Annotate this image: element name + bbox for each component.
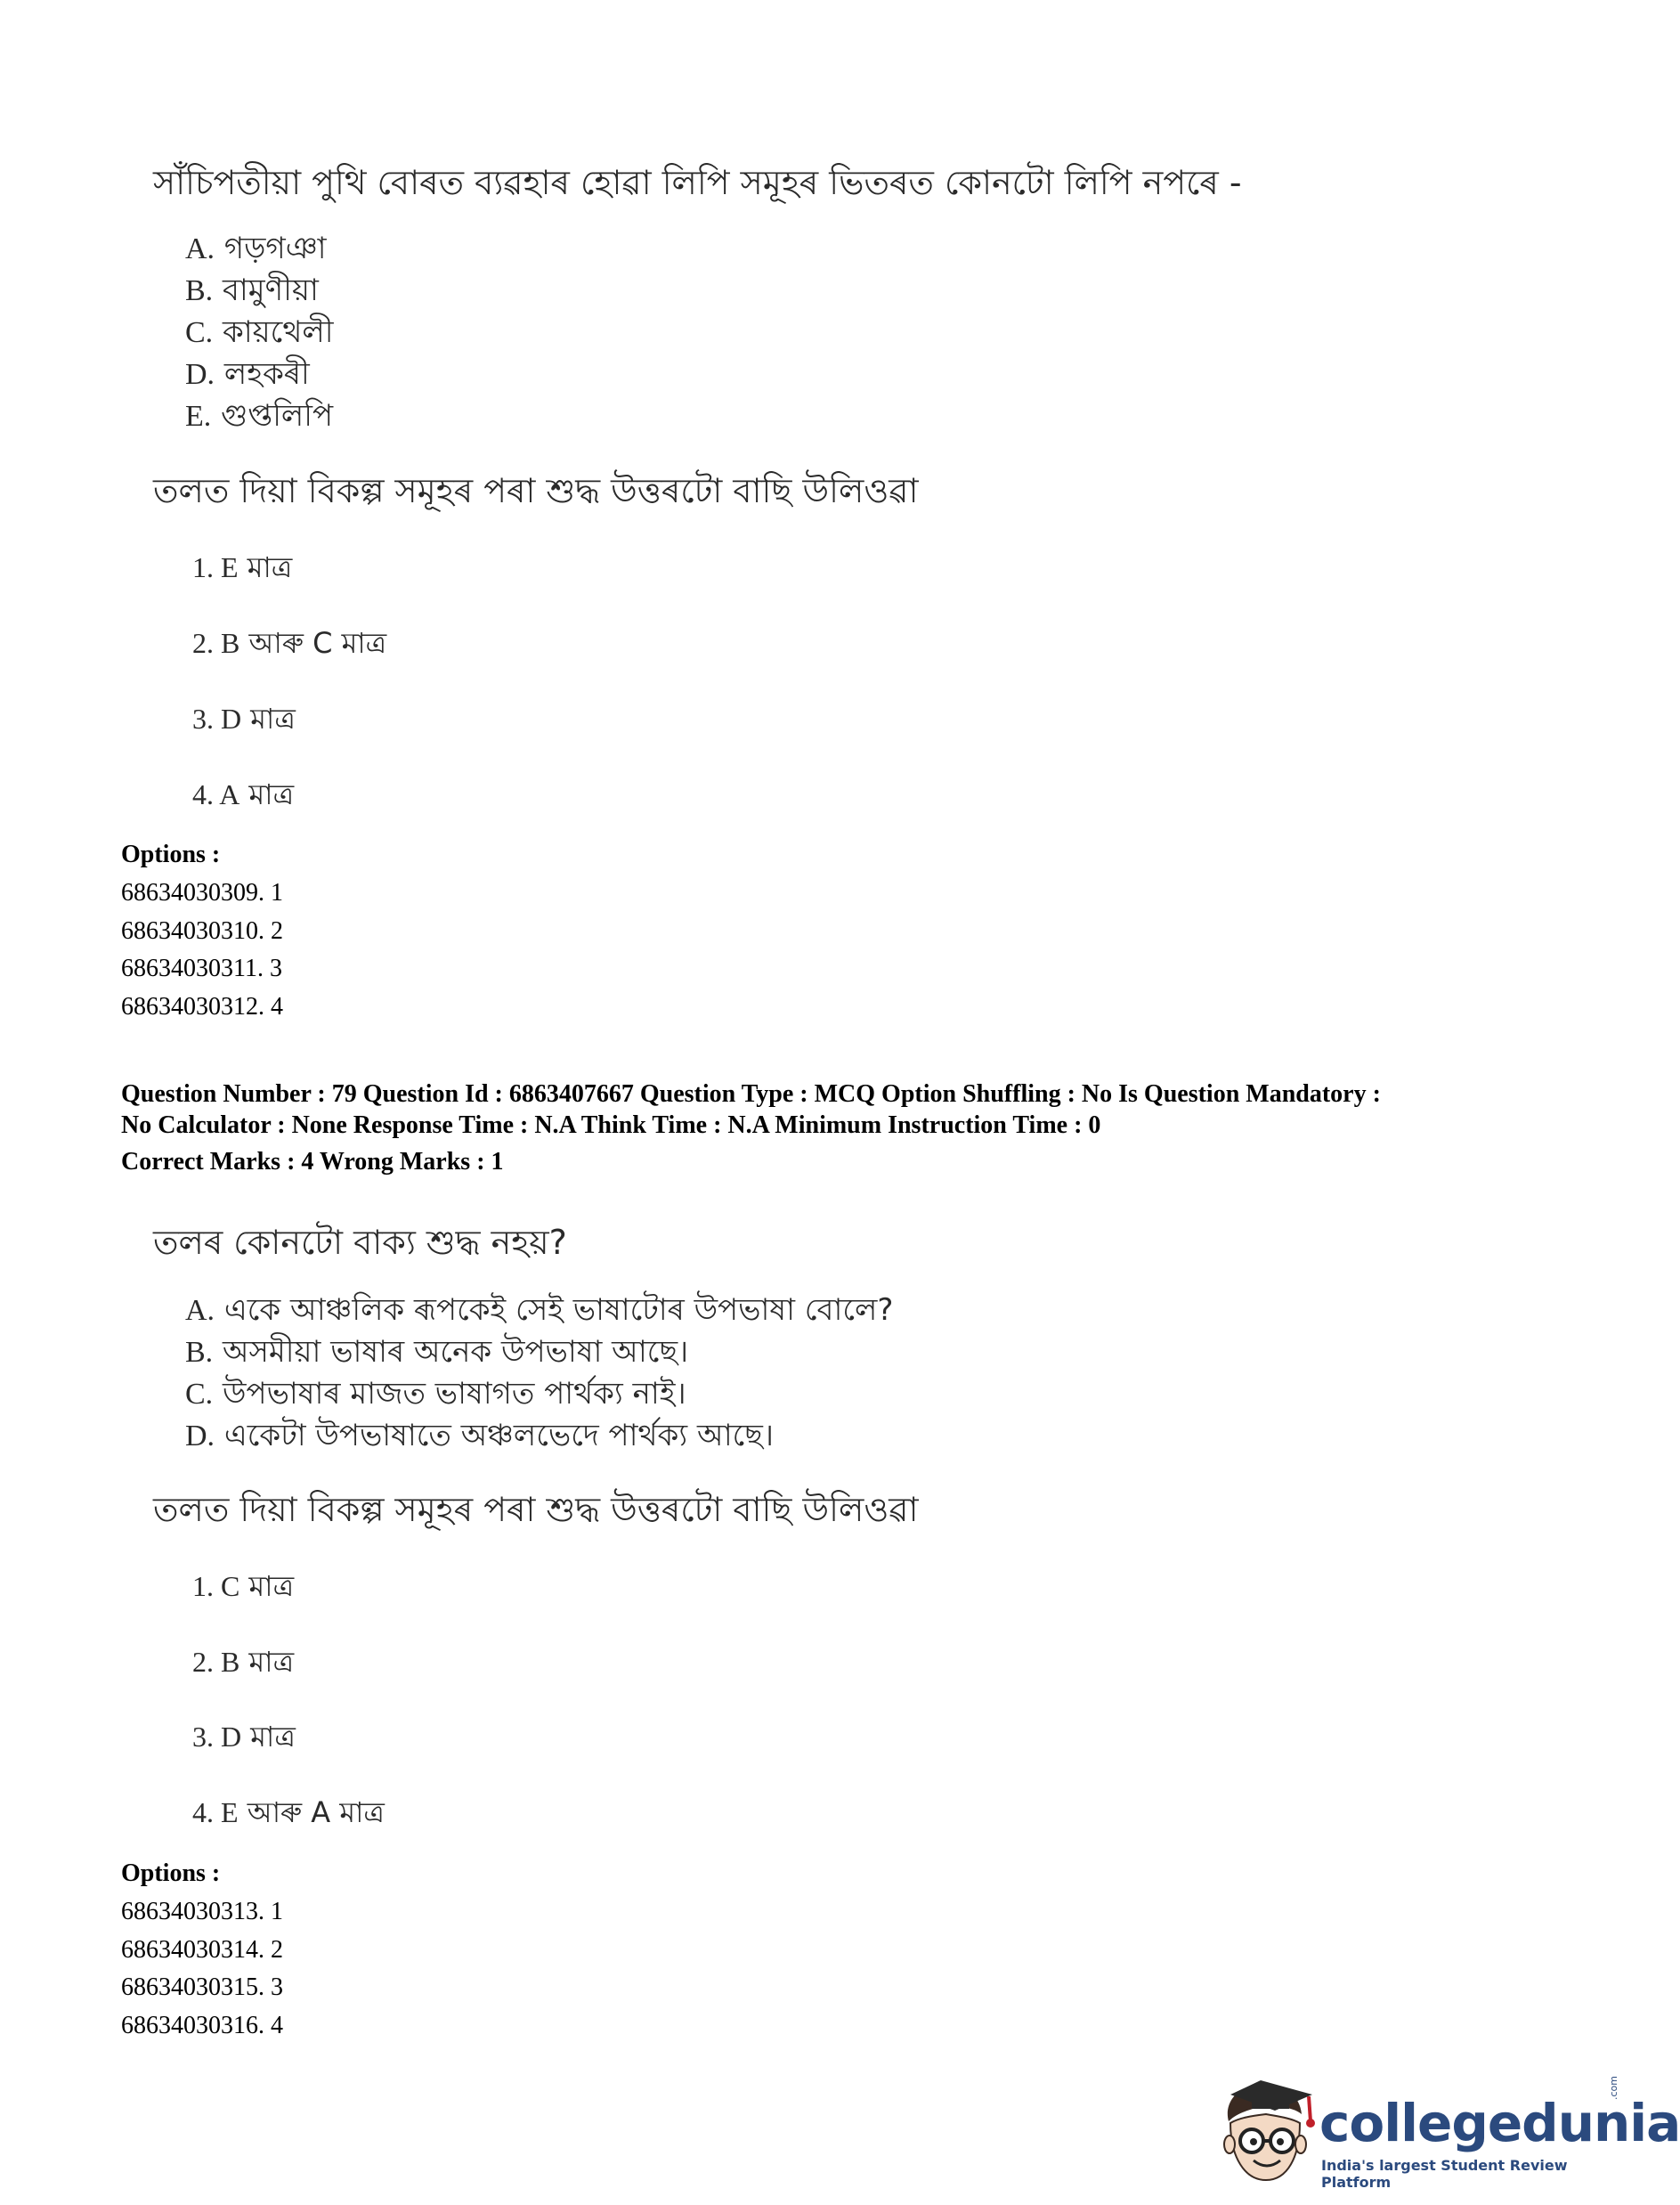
q79-option-d: D. একেটা উপভাষাতে অঞ্চলভেদে পাৰ্থক্য আছে। — [185, 1418, 775, 1453]
q78-answer-1: 1. E মাত্ৰ — [192, 550, 293, 584]
logo-suffix: .com — [1608, 2076, 1619, 2100]
q78-answer-3: 3. D মাত্ৰ — [192, 702, 296, 736]
q79-answer-3: 3. D মাত্ৰ — [192, 1720, 296, 1753]
q79-option-id-3: 68634030315. 3 — [121, 1973, 283, 2001]
collegedunia-logo — [1213, 2075, 1680, 2191]
q79-answer-2: 2. B মাত্ৰ — [192, 1645, 295, 1679]
q79-option-c: C. উপভাষাৰ মাজত ভাষাগত পাৰ্থক্য নাই। — [185, 1376, 686, 1412]
q79-option-b: B. অসমীয়া ভাষাৰ অনেক উপভাষা আছে। — [185, 1334, 689, 1370]
q78-option-b: B. বামুণীয়া — [185, 273, 319, 308]
q79-answer-4: 4. E আৰু A মাত্ৰ — [192, 1795, 385, 1829]
q78-option-list — [185, 228, 333, 437]
q79-option-ids — [121, 1893, 283, 2045]
q78-option-d: D. লহকৰী — [185, 356, 310, 392]
q79-answer-1: 1. C মাত্ৰ — [192, 1569, 295, 1603]
q79-marks: Correct Marks : 4 Wrong Marks : 1 — [121, 1148, 504, 1176]
q78-answer-4: 4. A মাত্ৰ — [192, 777, 295, 811]
q79-option-id-1: 68634030313. 1 — [121, 1898, 283, 1925]
logo-wordmark: collegedunia — [1319, 2093, 1680, 2153]
q79-options-label: Options : — [121, 1859, 221, 1887]
q79-meta — [121, 1078, 1546, 1177]
q78-option-id-4: 68634030312. 4 — [121, 992, 283, 1021]
q78-option-a: A. গড়গঞা — [185, 231, 327, 266]
q78-stem: সাঁচিপতীয়া পুথি বোৰত ব্যৱহাৰ হোৱা লিপি সমূহৰ ভিতৰত কোনটো লিপি নপৰে - — [153, 163, 1242, 202]
q78-instruction: তলত দিয়া বিকল্প সমূহৰ পৰা শুদ্ধ উত্তৰটো বাছি উলিওৱা — [153, 471, 919, 510]
q78-option-id-2: 68634030310. 2 — [121, 916, 283, 945]
q79-option-id-2: 68634030314. 2 — [121, 1935, 283, 1964]
q79-option-a: A. একে আঞ্চলিক ৰূপকেই সেই ভাষাটোৰ উপভাষা বোলে? — [185, 1292, 894, 1328]
q78-answer-2: 2. B আৰু C মাত্ৰ — [192, 626, 387, 660]
q79-meta-line-2: No Calculator : None Response Time : N.A Think Time : N.A Minimum Instruction Time : 0 — [121, 1111, 1101, 1139]
q79-option-list — [185, 1290, 893, 1457]
q79-instruction: তলত দিয়া বিকল্প সমূহৰ পৰা শুদ্ধ উত্তৰটো বাছি উলিওৱা — [153, 1490, 919, 1529]
q78-option-id-3: 68634030311. 3 — [121, 955, 282, 982]
q79-meta-line-1: Question Number : 79 Question Id : 6863407667 Question Type : MCQ Option Shuffling : No Is Question Mandatory : — [121, 1080, 1381, 1108]
q78-option-c: C. কায়থেলী — [185, 314, 334, 350]
logo-tagline: India's largest Student Review Platform — [1321, 2157, 1568, 2191]
mascot-face-icon — [1213, 2075, 1319, 2191]
q78-option-ids — [121, 875, 283, 1026]
q79-stem: তলৰ কোনটো বাক্য শুদ্ধ নহয়? — [153, 1223, 567, 1262]
q78-option-id-1: 68634030309. 1 — [121, 879, 283, 907]
q78-options-label: Options : — [121, 841, 221, 868]
q78-option-e: E. গুপ্তলিপি — [185, 398, 334, 434]
q79-option-id-4: 68634030316. 4 — [121, 2011, 283, 2039]
